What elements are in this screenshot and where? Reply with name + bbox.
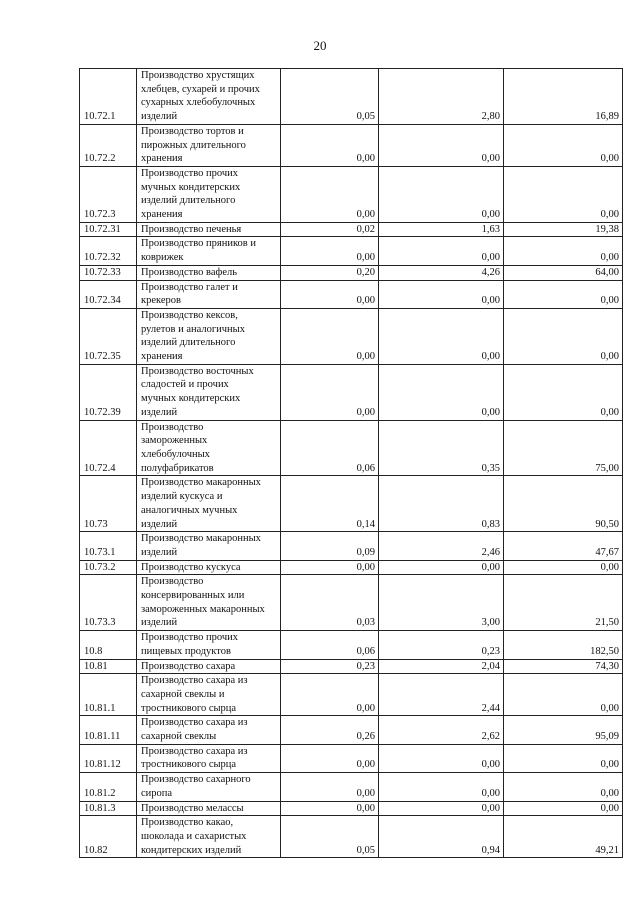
row-value-3: 182,50 — [504, 631, 623, 659]
row-name-line: Производство галет и — [141, 281, 238, 293]
row-value-3: 49,21 — [504, 816, 623, 858]
table-row — [80, 801, 623, 816]
row-value-2: 0,00 — [379, 237, 504, 265]
row-value-1: 0,00 — [281, 801, 379, 816]
row-name-line: сахарной свеклы — [141, 731, 217, 743]
row-name — [137, 265, 281, 280]
row-name-line: хранения — [141, 153, 183, 165]
row-value-3: 0,00 — [504, 674, 623, 716]
row-value-2: 0,23 — [379, 631, 504, 659]
row-name-line: коврижек — [141, 252, 184, 264]
row-name-line: хлебобулочных — [141, 448, 210, 460]
row-value-3: 74,30 — [504, 659, 623, 674]
row-value-2: 0,00 — [379, 801, 504, 816]
row-name-line: Производство хрустящих — [141, 70, 255, 81]
row-name-line: Производство сахара из — [141, 745, 248, 757]
row-value-2: 1,63 — [379, 222, 504, 237]
table-row — [80, 816, 623, 858]
row-value-1: 0,00 — [281, 744, 379, 772]
row-value-1: 0,20 — [281, 265, 379, 280]
row-name-line: пищевых продуктов — [141, 645, 231, 657]
row-name — [137, 222, 281, 237]
row-value-2: 0,00 — [379, 280, 504, 308]
row-code: 10.72.32 — [80, 237, 137, 265]
row-code: 10.81.12 — [80, 744, 137, 772]
row-value-3: 0,00 — [504, 124, 623, 166]
row-name-line: изделий длительного — [141, 337, 236, 349]
row-value-1: 0,06 — [281, 631, 379, 659]
row-name-line: Производство — [141, 576, 204, 588]
row-name-line: Производство сахарного — [141, 774, 251, 786]
row-name-line: сухарных хлебобулочных — [141, 97, 256, 109]
table-body — [80, 69, 623, 858]
row-name-line: рулетов и аналогичных — [141, 323, 245, 335]
row-value-1: 0,26 — [281, 716, 379, 744]
row-name — [137, 560, 281, 575]
row-name-line: Производство сахара из — [141, 717, 248, 729]
row-value-2: 0,00 — [379, 364, 504, 420]
row-name-line: крекеров — [141, 295, 181, 307]
table-row — [80, 773, 623, 801]
row-code: 10.81.3 — [80, 801, 137, 816]
row-value-3: 21,50 — [504, 575, 623, 631]
row-value-3: 75,00 — [504, 420, 623, 476]
table-row — [80, 420, 623, 476]
table-row — [80, 560, 623, 575]
row-name — [137, 69, 281, 125]
row-value-1: 0,09 — [281, 532, 379, 560]
row-value-1: 0,05 — [281, 816, 379, 858]
table-row — [80, 308, 623, 364]
row-name — [137, 716, 281, 744]
row-name-line: Производство сахара — [141, 660, 236, 672]
row-name — [137, 801, 281, 816]
row-code: 10.73.2 — [80, 560, 137, 575]
row-name-line: шоколада и сахаристых — [141, 830, 247, 842]
row-name — [137, 532, 281, 560]
row-name-line: изделий — [141, 518, 178, 530]
row-name-line: кондитерских изделий — [141, 844, 242, 856]
row-code: 10.73.3 — [80, 575, 137, 631]
row-value-3: 0,00 — [504, 773, 623, 801]
row-value-2: 2,80 — [379, 69, 504, 125]
row-name-line: Производство — [141, 421, 204, 433]
row-name — [137, 816, 281, 858]
row-code: 10.81.2 — [80, 773, 137, 801]
row-value-1: 0,14 — [281, 476, 379, 532]
row-value-3: 0,00 — [504, 744, 623, 772]
row-code: 10.72.3 — [80, 166, 137, 222]
row-name-line: Производство тортов и — [141, 125, 244, 137]
row-name-line: тростникового сырца — [141, 759, 237, 771]
row-code: 10.81 — [80, 659, 137, 674]
row-code: 10.72.34 — [80, 280, 137, 308]
row-name — [137, 575, 281, 631]
row-name — [137, 364, 281, 420]
row-name-line: сладостей и прочих — [141, 379, 229, 391]
row-value-3: 0,00 — [504, 237, 623, 265]
page-number: 20 — [313, 38, 327, 53]
row-value-3: 16,89 — [504, 69, 623, 125]
row-name — [137, 476, 281, 532]
row-value-2: 0,00 — [379, 308, 504, 364]
row-value-1: 0,00 — [281, 308, 379, 364]
row-name-line: изделий — [141, 546, 178, 558]
row-code: 10.73 — [80, 476, 137, 532]
row-code: 10.72.39 — [80, 364, 137, 420]
row-name — [137, 674, 281, 716]
row-name — [137, 280, 281, 308]
row-name-line: Производство вафель — [141, 266, 238, 278]
row-name-line: Производство макаронных — [141, 477, 261, 489]
table-row — [80, 69, 623, 125]
row-code: 10.81.11 — [80, 716, 137, 744]
row-value-2: 2,62 — [379, 716, 504, 744]
row-value-2: 0,83 — [379, 476, 504, 532]
row-name — [137, 773, 281, 801]
row-name-line: Производство макаронных — [141, 533, 261, 545]
row-code: 10.8 — [80, 631, 137, 659]
row-value-3: 0,00 — [504, 364, 623, 420]
row-value-2: 2,04 — [379, 659, 504, 674]
row-value-2: 0,35 — [379, 420, 504, 476]
row-value-1: 0,00 — [281, 364, 379, 420]
table-row — [80, 674, 623, 716]
row-name — [137, 124, 281, 166]
row-name-line: Производство печенья — [141, 223, 242, 235]
row-value-1: 0,00 — [281, 280, 379, 308]
row-value-1: 0,00 — [281, 674, 379, 716]
table-row — [80, 265, 623, 280]
row-value-2: 0,00 — [379, 124, 504, 166]
row-value-2: 2,46 — [379, 532, 504, 560]
row-value-1: 0,00 — [281, 166, 379, 222]
row-value-1: 0,02 — [281, 222, 379, 237]
row-value-3: 0,00 — [504, 308, 623, 364]
row-name-line: тростникового сырца — [141, 702, 237, 714]
row-name-line: Производство пряников и — [141, 238, 256, 250]
row-name — [137, 308, 281, 364]
row-name-line: Производство мелассы — [141, 802, 244, 814]
row-value-2: 0,94 — [379, 816, 504, 858]
row-name-line: хранения — [141, 209, 183, 221]
row-name — [137, 659, 281, 674]
row-code: 10.81.1 — [80, 674, 137, 716]
row-value-3: 0,00 — [504, 166, 623, 222]
row-value-2: 0,00 — [379, 744, 504, 772]
row-name-line: замороженных макаронных — [141, 603, 265, 615]
row-name — [137, 166, 281, 222]
row-value-3: 0,00 — [504, 280, 623, 308]
row-value-1: 0,05 — [281, 69, 379, 125]
row-name-line: сиропа — [141, 787, 173, 799]
row-value-1: 0,00 — [281, 124, 379, 166]
row-name-line: замороженных — [141, 435, 208, 447]
row-value-1: 0,00 — [281, 560, 379, 575]
table-row — [80, 166, 623, 222]
row-name-line: полуфабрикатов — [141, 462, 214, 474]
row-value-1: 0,06 — [281, 420, 379, 476]
row-name-line: Производство сахара из — [141, 675, 248, 687]
row-code: 10.72.35 — [80, 308, 137, 364]
row-value-2: 3,00 — [379, 575, 504, 631]
table-row — [80, 532, 623, 560]
row-code: 10.73.1 — [80, 532, 137, 560]
row-value-3: 64,00 — [504, 265, 623, 280]
table-row — [80, 575, 623, 631]
row-name-line: сахарной свеклы и — [141, 688, 225, 700]
row-name-line: изделий — [141, 406, 178, 418]
table-row — [80, 476, 623, 532]
table-row — [80, 222, 623, 237]
data-table — [79, 68, 623, 858]
row-name-line: изделий — [141, 617, 178, 629]
row-name-line: Производство восточных — [141, 365, 254, 377]
row-name — [137, 420, 281, 476]
table-row — [80, 716, 623, 744]
row-code: 10.72.2 — [80, 124, 137, 166]
table-row — [80, 364, 623, 420]
row-code: 10.72.31 — [80, 222, 137, 237]
row-name — [137, 237, 281, 265]
row-value-1: 0,00 — [281, 773, 379, 801]
row-name — [137, 631, 281, 659]
row-value-1: 0,00 — [281, 237, 379, 265]
row-name-line: Производство кускуса — [141, 561, 241, 573]
row-name-line: мучных кондитерских — [141, 181, 241, 193]
row-code: 10.72.33 — [80, 265, 137, 280]
row-code: 10.82 — [80, 816, 137, 858]
table-row — [80, 631, 623, 659]
row-name-line: изделий длительного — [141, 195, 236, 207]
row-value-1: 0,23 — [281, 659, 379, 674]
table-row — [80, 124, 623, 166]
table-row — [80, 237, 623, 265]
row-value-2: 0,00 — [379, 166, 504, 222]
row-name-line: хлебцев, сухарей и прочих — [141, 83, 260, 95]
row-name-line: Производство какао, — [141, 817, 234, 829]
table-row — [80, 744, 623, 772]
row-name-line: пирожных длительного — [141, 139, 246, 151]
row-value-3: 0,00 — [504, 560, 623, 575]
row-name — [137, 744, 281, 772]
row-value-1: 0,03 — [281, 575, 379, 631]
row-value-3: 95,09 — [504, 716, 623, 744]
row-value-2: 2,44 — [379, 674, 504, 716]
row-value-2: 4,26 — [379, 265, 504, 280]
row-value-2: 0,00 — [379, 773, 504, 801]
table-row — [80, 659, 623, 674]
row-value-3: 47,67 — [504, 532, 623, 560]
row-name-line: консервированных или — [141, 590, 245, 602]
row-name-line: изделий кускуса и — [141, 491, 223, 503]
row-name-line: Производство прочих — [141, 632, 239, 644]
row-name-line: Производство прочих — [141, 167, 239, 179]
row-name-line: хранения — [141, 351, 183, 363]
row-value-3: 90,50 — [504, 476, 623, 532]
row-code: 10.72.1 — [80, 69, 137, 125]
row-name-line: Производство кексов, — [141, 309, 238, 321]
row-value-3: 0,00 — [504, 801, 623, 816]
row-name-line: аналогичных мучных — [141, 504, 238, 516]
row-value-2: 0,00 — [379, 560, 504, 575]
row-code: 10.72.4 — [80, 420, 137, 476]
row-value-3: 19,38 — [504, 222, 623, 237]
row-name-line: мучных кондитерских — [141, 393, 241, 405]
row-name-line: изделий — [141, 111, 178, 123]
table-row — [80, 280, 623, 308]
